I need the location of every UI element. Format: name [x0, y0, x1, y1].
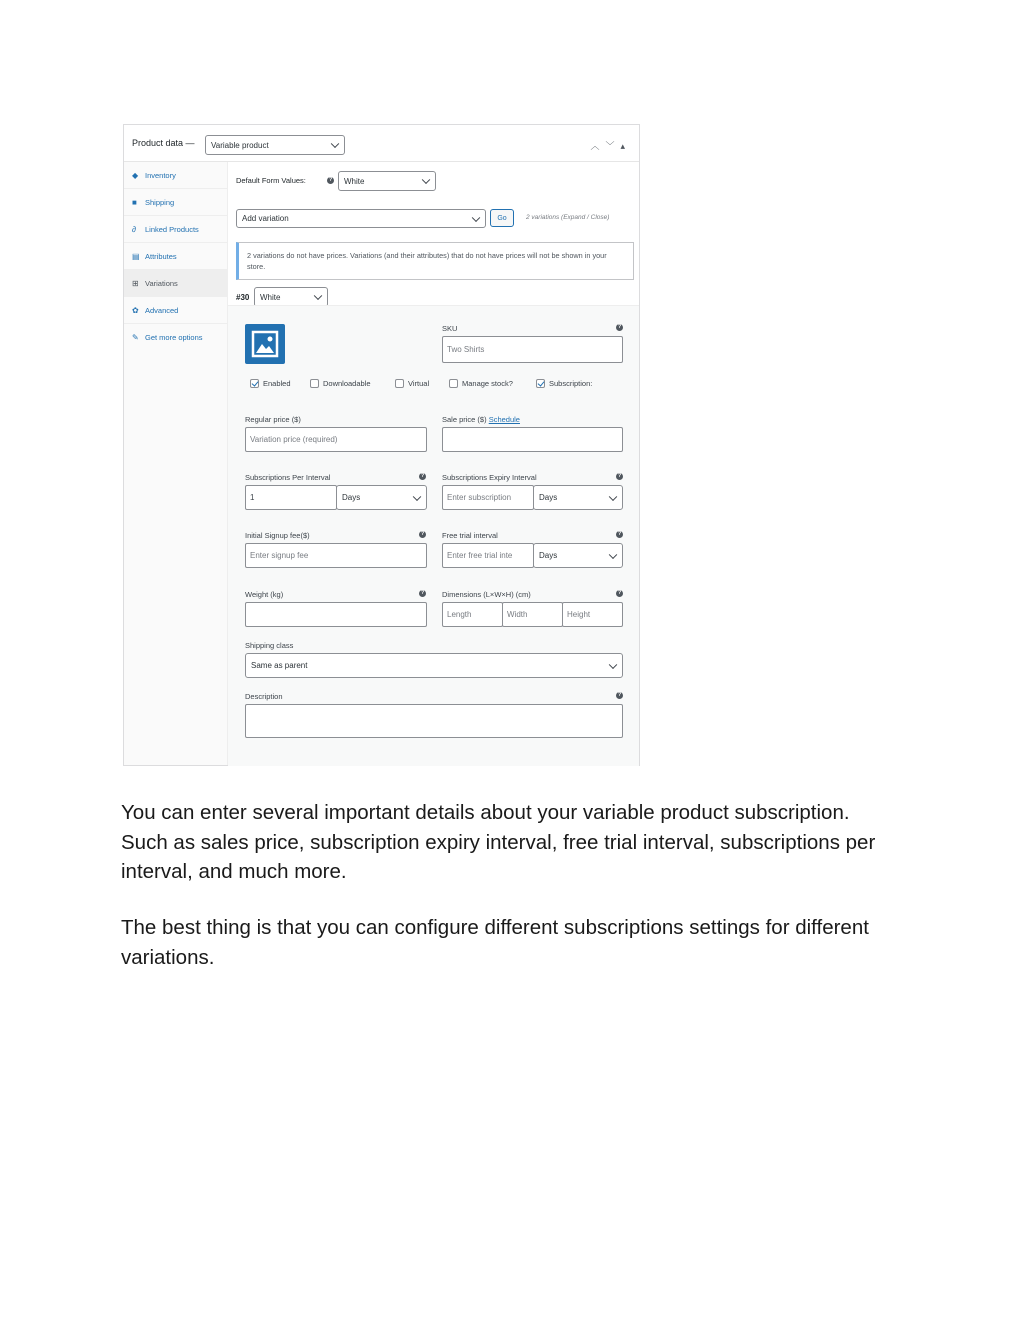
- subscriptions-per-interval-unit-select[interactable]: [336, 485, 427, 510]
- product-type-select[interactable]: [205, 135, 345, 155]
- help-icon: ?: [420, 590, 425, 596]
- tab-linked-products[interactable]: [124, 216, 228, 243]
- dimensions-label: Dimensions (L×W×H) (cm): [442, 590, 531, 599]
- free-trial-unit-select[interactable]: [533, 543, 623, 568]
- chevron-down-icon: [314, 292, 322, 300]
- sku-input[interactable]: Two Shirts: [442, 336, 623, 363]
- default-color-select[interactable]: [338, 171, 436, 191]
- regular-price-label: Regular price ($): [245, 415, 301, 424]
- chevron-down-icon: [472, 213, 480, 221]
- help-icon: ?: [617, 531, 622, 537]
- chevron-down-icon: [609, 660, 617, 668]
- variation-attribute-value: White: [260, 292, 281, 302]
- help-icon: ?: [617, 590, 622, 596]
- description-label: Description: [245, 692, 283, 701]
- tab-label: Shipping: [145, 197, 175, 207]
- width-input[interactable]: Width: [502, 602, 563, 627]
- regular-price-input[interactable]: Variation price (required): [245, 427, 427, 452]
- variation-image-upload[interactable]: [245, 324, 285, 364]
- checkbox-box: [310, 379, 319, 388]
- panel-header: [124, 125, 639, 162]
- price-notice: 2 variations do not have prices. Variations (and their attributes) that do not have prices will not be shown in your store.: [236, 242, 634, 280]
- tag-icon: ◆: [132, 170, 139, 180]
- tab-inventory[interactable]: [124, 162, 228, 189]
- unit-value: Days: [539, 551, 558, 560]
- help-icon: ?: [420, 473, 425, 479]
- schedule-link[interactable]: Schedule: [488, 415, 520, 424]
- subscriptions-per-interval-input[interactable]: 1: [245, 485, 337, 510]
- description-textarea[interactable]: [245, 704, 623, 738]
- initial-signup-fee-label: Initial Signup fee($): [245, 531, 310, 540]
- subscriptions-per-interval-label: Subscriptions Per Interval: [245, 473, 331, 482]
- shipping-class-label: Shipping class: [245, 641, 294, 650]
- body-paragraph-1: You can enter several important details about your variable product subscription. Such as sales price, subscription expiry interval, free trial interval, subscriptions per interval, and much more.: [121, 801, 876, 883]
- free-trial-interval-label: Free trial interval: [442, 531, 498, 540]
- help-icon: ?: [617, 324, 622, 330]
- subscriptions-expiry-input[interactable]: Enter subscription: [442, 485, 534, 510]
- chevron-down-icon: [609, 492, 617, 500]
- body-paragraph-2: The best thing is that you can configure different subscriptions settings for different variations.: [121, 916, 869, 969]
- tab-label: Variations: [145, 278, 178, 288]
- grid-icon: ⊞: [132, 278, 139, 288]
- checkbox-label: Subscription:: [549, 379, 593, 388]
- chevron-down-icon: [609, 550, 617, 558]
- tab-label: Get more options: [145, 333, 203, 342]
- checkbox-box: [250, 379, 259, 388]
- tab-attributes[interactable]: [124, 243, 228, 270]
- chevron-down-icon: [331, 140, 339, 148]
- subscriptions-expiry-interval-label: Subscriptions Expiry Interval: [442, 473, 537, 482]
- link-icon: ∂: [132, 224, 136, 234]
- sale-price-label-text: Sale price ($): [442, 415, 487, 424]
- tab-advanced[interactable]: [124, 297, 228, 324]
- help-icon: ?: [617, 692, 622, 698]
- checkbox-box: [395, 379, 404, 388]
- unit-value: Days: [539, 493, 558, 502]
- checkbox-box: [536, 379, 545, 388]
- checkbox-label: Downloadable: [323, 379, 371, 388]
- downloadable-checkbox[interactable]: [310, 379, 371, 388]
- default-color-value: White: [344, 176, 365, 186]
- sale-price-label: [442, 415, 520, 424]
- product-data-tabs: [124, 162, 228, 765]
- help-icon: ?: [328, 177, 333, 183]
- product-type-value: Variable product: [211, 140, 269, 150]
- help-icon: ?: [617, 473, 622, 479]
- weight-input[interactable]: [245, 602, 427, 627]
- subscriptions-expiry-unit-select[interactable]: [533, 485, 623, 510]
- variation-id: #30: [236, 293, 250, 302]
- initial-signup-fee-input[interactable]: Enter signup fee: [245, 543, 427, 568]
- tab-variations[interactable]: [124, 270, 228, 297]
- plugin-icon: ✎: [132, 333, 139, 342]
- help-icon: ?: [420, 531, 425, 537]
- checkbox-label: Manage stock?: [462, 379, 513, 388]
- checkbox-label: Enabled: [263, 379, 291, 388]
- sku-label: SKU: [442, 324, 458, 333]
- tab-shipping[interactable]: [124, 189, 228, 216]
- panel-title: Product data —: [132, 138, 195, 148]
- image-icon: [250, 329, 280, 359]
- variation-attribute-select[interactable]: [254, 287, 328, 307]
- virtual-checkbox[interactable]: [395, 379, 429, 388]
- shipping-class-value: Same as parent: [251, 661, 308, 670]
- variations-panel: [228, 162, 639, 765]
- go-button[interactable]: Go: [490, 209, 514, 227]
- default-form-values-label: Default Form Values:: [236, 176, 306, 185]
- chevron-down-icon: [422, 176, 430, 184]
- tab-label: Attributes: [145, 251, 177, 261]
- tab-label: Inventory: [145, 170, 176, 180]
- tab-get-more-options[interactable]: [124, 324, 228, 351]
- add-variation-select[interactable]: [236, 209, 486, 228]
- enabled-checkbox[interactable]: [250, 379, 291, 388]
- panel-toggle-icons[interactable]: ︿﹀▴: [590, 141, 631, 151]
- length-input[interactable]: Length: [442, 602, 503, 627]
- gear-icon: ✿: [132, 305, 139, 315]
- subscription-checkbox[interactable]: [536, 379, 592, 388]
- truck-icon: ■: [132, 197, 137, 207]
- variation-count-text[interactable]: 2 variations (Expand / Close): [526, 214, 610, 221]
- checkbox-box: [449, 379, 458, 388]
- weight-label: Weight (kg): [245, 590, 284, 599]
- list-icon: ▤: [132, 251, 140, 261]
- checkbox-label: Virtual: [408, 379, 430, 388]
- free-trial-interval-input[interactable]: Enter free trial inte: [442, 543, 534, 568]
- tab-label: Linked Products: [145, 224, 199, 234]
- add-variation-value: Add variation: [242, 214, 289, 223]
- tab-label: Advanced: [145, 305, 179, 315]
- sale-price-input[interactable]: [442, 427, 623, 452]
- chevron-down-icon: [413, 492, 421, 500]
- shipping-class-select[interactable]: [245, 653, 623, 678]
- product-data-panel: [123, 124, 640, 766]
- manage-stock-checkbox[interactable]: [449, 379, 513, 388]
- unit-value: Days: [342, 493, 361, 502]
- height-input[interactable]: Height: [562, 602, 623, 627]
- variation-body: [228, 305, 639, 766]
